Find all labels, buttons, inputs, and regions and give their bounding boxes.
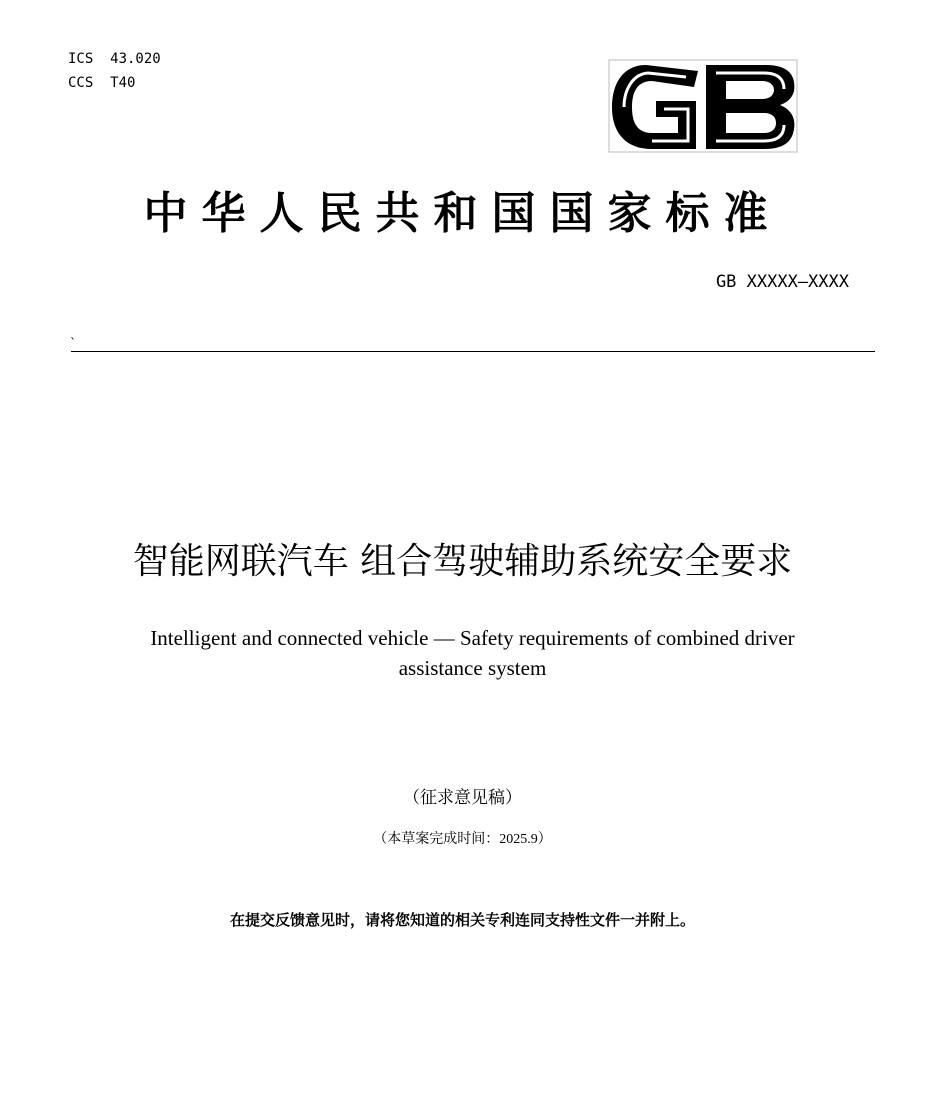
national-standard-title: 中华人民共和国国家标准	[143, 188, 782, 239]
standard-number: GB XXXXX—XXXX	[715, 272, 849, 292]
draft-status: （征求意见稿）	[403, 788, 522, 808]
patent-notice: 在提交反馈意见时，请将您知道的相关专利连同支持性文件一并附上。	[229, 911, 695, 929]
classification-codes	[68, 47, 161, 95]
gb-logo	[606, 57, 800, 155]
ccs-code: CCS T40	[68, 75, 136, 91]
title-en-line-1: Intelligent and connected vehicle — Safety requirements of combined driver	[150, 626, 795, 650]
completion-date: （本草案完成时间：2025.9）	[373, 832, 552, 847]
title-en-line-2: assistance system	[398, 656, 547, 680]
standard-title-english	[80, 623, 865, 683]
ics-code: ICS 43.020	[68, 51, 161, 67]
header-divider	[71, 351, 875, 352]
standard-title-chinese: 智能网联汽车 组合驾驶辅助系统安全要求	[132, 541, 793, 582]
stray-mark: `	[70, 336, 76, 350]
